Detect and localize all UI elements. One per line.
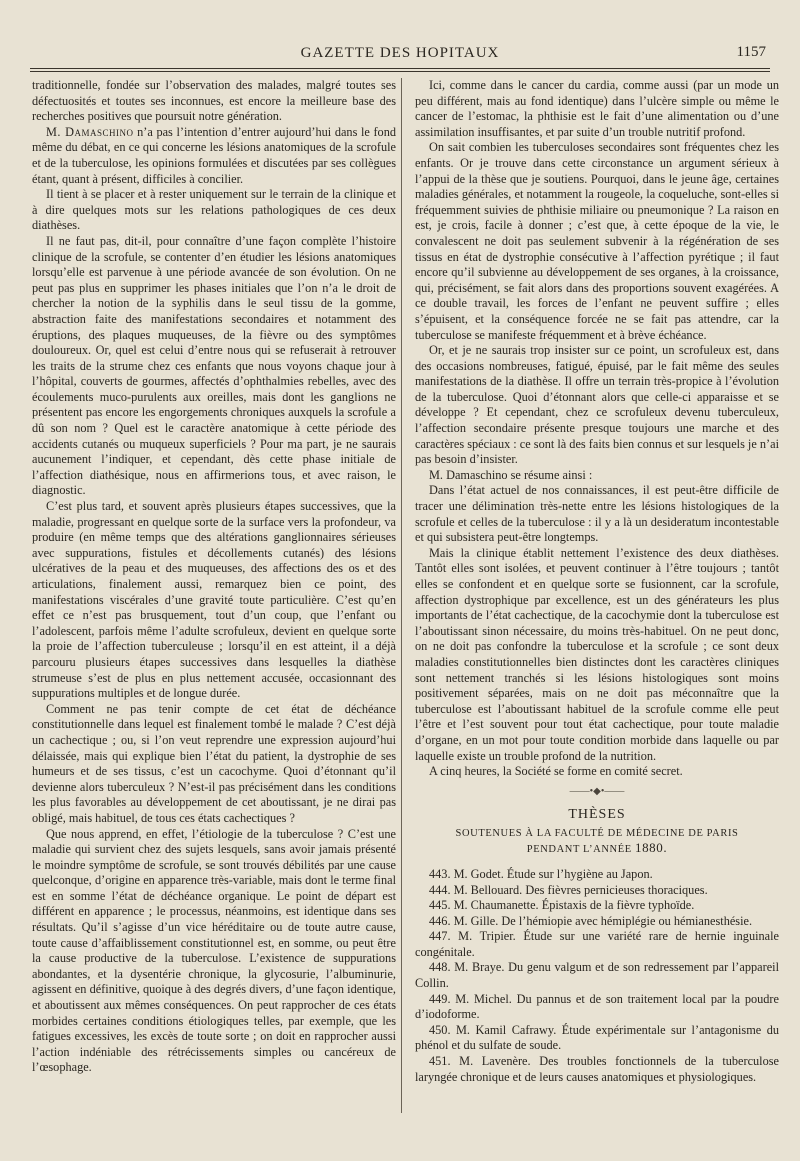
left-column — [32, 78, 396, 1076]
paragraph: C’est plus tard, et souvent après plusieurs étapes successives, que la maladie, progressant en quelque sorte de la surface vers la profondeur, va produire (en même temps que des altérations ganglionnaires sérieuses avec suppurations, fistules et décollements cutanés) des lésions ulcératives de la peau et des muqueuses, des affections des os et des articulations, finalement aussi, remarquez bien ce point, des manifestations viscérales d’une gravité toute particulière. C’est qu’en effet ce n’est pas brusquement, tout d’un coup, que l’enfant ou l’adolescent, parfois même l’adulte scrofuleux, devient en quelque sorte la proie de l’affection tuberculeuse ; lorsqu’il en est atteint, il a déjà parcouru plusieurs étapes successives dans lesquelles la diathèse strumeuse s’est de plus en plus nettement accusée, occasionnant des suppurations multiples et de longue durée. — [32, 499, 396, 701]
paragraph: Que nous apprend, en effet, l’étiologie de la tuberculose ? C’est une maladie qui survient chez des sujets lesquels, sans avoir jamais présenté le moindre symptôme de scrofule, se sont trouvés débilités par une cause quelconque, d’origine en apparence très-variable, mais dont le terme final est en somme l’état de déchéance organique. Le point de départ est différent en apparence ; le processus, néanmoins, est identique dans ses résultats. Qu’il s’agisse d’un vice héréditaire ou de toute autre cause, toute cause d’affaiblissement constitutionnel est, en somme, ou peut être la cause productive de la tuberculose. L’existence de suppurations abondantes, et la dysentérie chronique, la glycosurie, l’albuminurie, agissent en définitive, quoique à des degrés divers, d’une façon identique, et aboutissent aux mêmes conséquences. On peut rapprocher de ces états morbides certaines conditions étiologiques telles, par exemple, que les fatigues excessives, les excès de toute sorte ; on doit en rapprocher aussi l’action indéniable des rétrécissements simples ou cancéreux de l’œsophage. — [32, 826, 396, 1075]
thesis-entry: 449. M. Michel. Du pannus et de son traitement local par la poudre d’iodoforme. — [415, 991, 779, 1022]
theses-year: 1880. — [634, 839, 668, 855]
thesis-entry: 450. M. Kamil Cafrawy. Étude expérimentale sur l’antagonisme du phénol et du sulfate de soude. — [415, 1022, 779, 1053]
paragraph: Mais la clinique établit nettement l’existence des deux diathèses. Tantôt elles sont isolées, et peuvent continuer à l’être toujours ; tantôt elles se confondent et en quelque sorte se fusionnent, car la scrofule, affection dystrophique par excellence, est un des générateurs les plus importants de l’état cachectique, de la cacochymie dont la tuberculose est l’aboutissant sinon nécessaire, du moins très-habituel. On ne peut donc, on ne doit pas confondre la tuberculose et la scrofule ; ce sont deux maladies constitutionnelles bien distinctes dont les caractères cliniques sont nettement tranchés si les lésions histologiques sont moins positivement séparées, mais on ne doit pas méconnaître que la tuberculose est l’aboutissant habituel de la scrofule comme elle peut l’être et l’est souvent pour tout état cachectique, pour toute maladie d’organe, en un mot pour toute condition morbide dans laquelle ou par laquelle existe un trouble profond de la nutrition. — [415, 545, 779, 763]
page-number: 1157 — [736, 44, 766, 60]
paragraph — [32, 125, 396, 187]
paragraph: Dans l’état actuel de nos connaissances, il est peut-être difficile de tracer une délimination très-nette entre les lésions histologiques de la scrofule et celles de la tuberculose : il y a là un desideratum incontestable et qui subsistera peut-être longtemps. — [415, 483, 779, 545]
column-divider — [401, 78, 402, 1113]
paragraph: Il tient à se placer et à rester uniquement sur le terrain de la clinique et à dire quelques mots sur les relations pathologiques de ces deux diathèses. — [32, 187, 396, 233]
theses-title: THÈSES — [568, 807, 626, 823]
paragraph-text: n’a pas l’intention d’entrer aujourd’hui dans le fond même du débat, en ce qui concerne les lésions anatomiques de la scrofule et de la tuberculose, les opinions formulées et discutées par ses collègues étant, quant à présent, difficiles à concilier. — [32, 124, 397, 186]
header-rule-inner — [30, 71, 770, 72]
paragraph: Comment ne pas tenir compte de cet état de déchéance constitutionnelle dans lequel est finalement tombé le malade ? C’est déjà un cachectique ; ou, si l’on veut reprendre une expression aujourd’hui délaissée, mais qui explique bien l’état du patient, la dystrophie de ses humeurs et de ses tissus, c’est un cacochyme. Quoi d’étonnant qu’il devienne alors tuberculeux ? N’est-il pas précisément dans les conditions les plus favorables au développement de cet aboutissant, je ne dirai pas obligé, mais habituel, de tous ces états cachectiques ? — [32, 701, 396, 825]
journal-title: GAZETTE DES HOPITAUX — [300, 45, 500, 61]
theses-subtitle-line2 — [415, 841, 779, 857]
paragraph: M. Damaschino se résume ainsi : — [429, 467, 593, 482]
thesis-entry: 443. M. Godet. Étude sur l’hygiène au Japon. — [429, 866, 653, 881]
paragraph: Ici, comme dans le cancer du cardia, comme aussi (par un mode un peu différent, mais au fond identique) dans l’ulcère simple ou même le cancer de l’estomac, la phthisie est le fait d’une alimentation ou d’une assimilation insuffisantes, et par suite d’un trouble nutritif profond. — [415, 78, 779, 139]
thesis-entry: 446. M. Gille. De l’hémiopie avec hémiplégie ou hémianesthésie. — [429, 913, 753, 928]
theses-subtitle-line1: SOUTENUES À LA FACULTÉ DE MÉDECINE DE PARIS — [455, 827, 739, 839]
thesis-entry: 447. M. Tripier. Étude sur une variété rare de hernie inguinale congénitale. — [415, 929, 779, 959]
paragraph: A cinq heures, la Société se forme en comité secret. — [429, 764, 683, 779]
thesis-entry: 448. M. Braye. Du genu valgum et de son redressement par l’appareil Collin. — [415, 960, 779, 991]
thesis-entry: 444. M. Bellouard. Des fièvres pernicieuses thoraciques. — [429, 882, 708, 897]
theses-subtitle-text: PENDANT L’ANNÉE — [526, 843, 632, 855]
paragraph: Il ne faut pas, dit-il, pour connaître d’une façon complète l’histoire clinique de la scrofule, se contenter d’en étudier les lésions anatomiques lorsqu’elle est parvenue à une période avancée de son évolution. On ne peut pas plus en supprimer les phases initiales que l’on n’a le droit de chercher la notion de la syphilis dans le seul tissu de la gomme, abstraction faite des manifestations secondaires et notamment des éruptions, des plaques muqueuses, de la fièvre ou des symptômes douloureux. Or, quel est celui d’entre nous qui se refuserait à retrouver les traits de la strume chez ces enfants que nous voyons chaque jour à l’hôpital, couverts de gourmes, affectés d’ophthalmies rebelles, avec des écoulements muco-purulents aux oreilles, mais dont les ganglions ne présentent pas encore les engorgements chroniques auxquels la scrofule a dû son nom ? Quel est le caractère anatomique à cette période des accidents cutanés ou muqueux superficiels ? Pour ma part, je ne saurais aucunement l’indiquer, et cependant, dès cette phase initiale de l’affection diathésique, nous en affirmerions tous, et avec raison, le diagnostic. — [32, 233, 396, 498]
thesis-entry: 445. M. Chaumanette. Épistaxis de la fièvre typhoïde. — [429, 898, 695, 913]
section-separator: ——•◆•—— — [569, 785, 625, 797]
page-header — [30, 44, 770, 64]
theses-subtitle — [415, 827, 779, 857]
thesis-entry: 451. M. Lavenère. Des troubles fonctionnels de la tuberculose laryngée chronique et de leurs causes anatomiques et physiologiques. — [415, 1054, 779, 1084]
paragraph: traditionnelle, fondée sur l’observation des malades, malgré toutes ses défectuosités et toutes ses inconnues, est encore la meilleure base des recherches positives que poursuit notre génération. — [32, 78, 396, 124]
speaker-name: M. Damaschino — [46, 124, 134, 139]
paragraph: On sait combien les tuberculoses secondaires sont fréquentes chez les enfants. Or je trouve dans cette circonstance un argument sérieux à l’appui de la thèse que je soutiens. Pourquoi, dans le jeune âge, certaines maladies générales, et notamment la rougeole, la coqueluche, sont-elles si fréquemment suivies de phthisie miliaire ou pneumonique ? La raison en est, je crois, facile à donner ; c’est que, à cette époque de la vie, le convalescent ne doit pas seulement subvenir à la régénération de ses tissus en état de dystrophie consécutive à l’affection pyrétique ; il faut encore qu’il subvienne au développement de ses organes, à la croissance, qui, précisément, se fait alors dans des proportions souvent exagérées. A ce double travail, les forces de l’enfant ne peuvent suffire ; elles s’épuisent, et la conséquence forcée ne se fait pas attendre, car la tuberculose se manifeste fréquemment et à brève échéance. — [415, 140, 779, 342]
right-column — [415, 78, 779, 1085]
paragraph: Or, et je ne saurais trop insister sur ce point, un scrofuleux est, dans des occasions nombreuses, fatigué, épuisé, par le fait même des seules manifestations de la diathèse. Il offre un terrain très-propice à l’évolution de la tuberculose. Quoi d’étonnant alors que celle-ci apparaisse et se développe ? Et cependant, chez ce scrofuleux devenu tuberculeux, l’affection secondaire présente presque toujours une marche et des caractères spéciaux : ce sont là des faits bien connus et sur lesquels je n’ai pas besoin d’insister. — [415, 343, 779, 467]
